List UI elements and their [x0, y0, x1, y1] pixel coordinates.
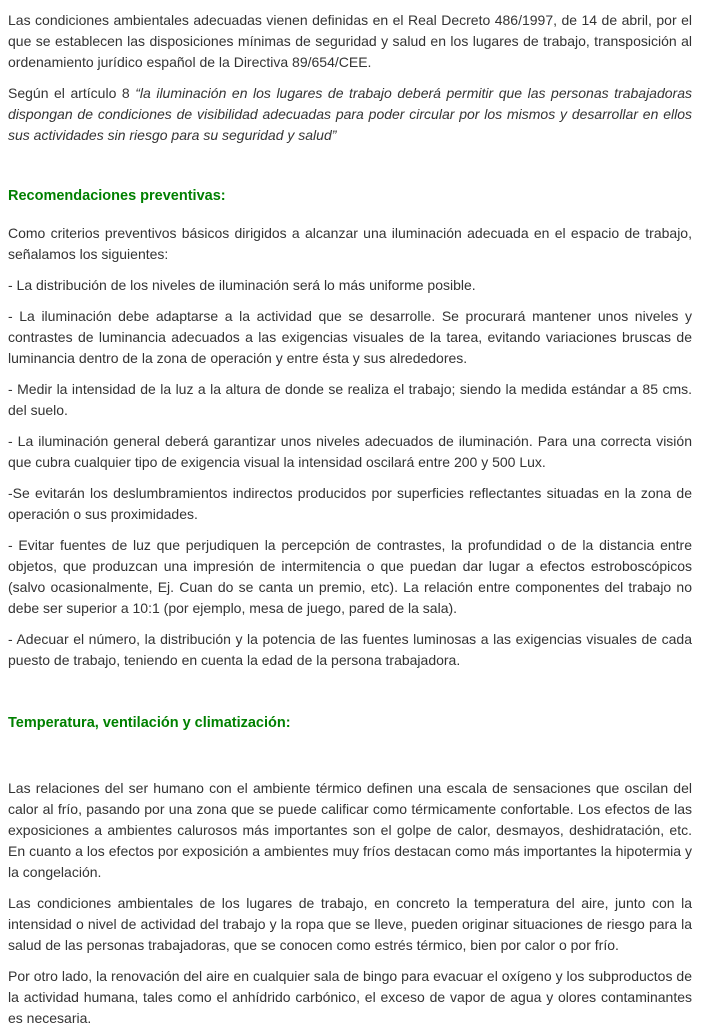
bullet-medir-intensidad: - Medir la intensidad de la luz a la altura de donde se realiza el trabajo; siendo la medida estándar a 85 cms. del suelo. — [8, 381, 692, 418]
articulo-8-quote: “la iluminación en los lugares de trabajo deberá permitir que las personas trabajadoras dispongan de condiciones de visibilidad adecuadas para poder circular por los mismos y desarrollar en ellos sus actividades sin riesgo para su seguridad y salud” — [8, 85, 692, 143]
bullet-iluminacion-general: - La iluminación general deberá garantizar unos niveles adecuados de iluminación. Para una correcta visión que cubra cualquier tipo de exigencia visual la intensidad oscilará entre 200 y 500 Lux. — [8, 433, 692, 470]
paragraph-estres-termico: Las condiciones ambientales de los lugares de trabajo, en concreto la temperatura del aire, junto con la intensidad o nivel de actividad del trabajo y la ropa que se lleve, pueden originar situaciones de riesgo para la salud de las personas trabajadoras, que se conocen como estrés térmico, bien por calor o por frío. — [8, 895, 692, 953]
bullet-deslumbramientos: -Se evitarán los deslumbramientos indirectos producidos por superficies reflectantes situadas en la zona de operación o sus proximidades. — [8, 485, 692, 522]
bullet-iluminacion-adaptarse: - La iluminación debe adaptarse a la actividad que se desarrolle. Se procurará mantener unos niveles y contrastes de luminancia adecuados a las exigencias visuales de la tarea, evitando variaciones bruscas de luminancia dentro de la zona de operación y entre ésta y sus alrededores. — [8, 308, 692, 366]
articulo-8-prefix: Según el artículo 8 — [8, 85, 136, 101]
bullet-adecuar-numero: - Adecuar el número, la distribución y la potencia de las fuentes luminosas a las exigencias visuales de cada puesto de trabajo, teniendo en cuenta la edad de la persona trabajadora. — [8, 631, 692, 668]
paragraph-real-decreto: Las condiciones ambientales adecuadas vienen definidas en el Real Decreto 486/1997, de 14 de abril, por el que se establecen las disposiciones mínimas de seguridad y salud en los lugares de trabajo, transposición al ordenamiento jurídico español de la Directiva 89/654/CEE. — [8, 12, 692, 70]
paragraph-ambiente-termico: Las relaciones del ser humano con el ambiente térmico definen una escala de sensaciones que oscilan del calor al frío, pasando por una zona que se puede calificar como térmicamente confortable. Los efectos de las exposiciones a ambientes calurosos más importantes son el golpe de calor, desmayos, deshidratación, etc. En cuanto a los efectos por exposición a ambientes muy fríos destacan como más importantes la hipotermia y la congelación. — [8, 780, 692, 880]
section-heading-temperatura-ventilacion: Temperatura, ventilación y climatización: — [8, 715, 291, 731]
bullet-distribucion-niveles: - La distribución de los niveles de iluminación será lo más uniforme posible. — [8, 277, 476, 293]
bullet-evitar-fuentes-luz: - Evitar fuentes de luz que perjudiquen la percepción de contrastes, la profundidad o de la distancia entre objetos, que produzcan una impresión de intermitencia o que puedan dar lugar a efectos estroboscópicos (salvo ocasionalmente, Ej. Cuan do se canta un premio, etc). La relación entre componentes del trabajo no debe ser superior a 10:1 (por ejemplo, mesa de juego, pared de la sala). — [8, 537, 692, 616]
section-heading-recomendaciones-preventivas: Recomendaciones preventivas: — [8, 188, 226, 204]
paragraph-renovacion-aire: Por otro lado, la renovación del aire en cualquier sala de bingo para evacuar el oxígeno y los subproductos de la actividad humana, tales como el anhídrido carbónico, el exceso de vapor de agua y olores contaminantes es necesaria. — [8, 968, 692, 1026]
paragraph-articulo-8 — [8, 83, 692, 146]
paragraph-criterios-preventivos: Como criterios preventivos básicos dirigidos a alcanzar una iluminación adecuada en el espacio de trabajo, señalamos los siguientes: — [8, 225, 692, 262]
